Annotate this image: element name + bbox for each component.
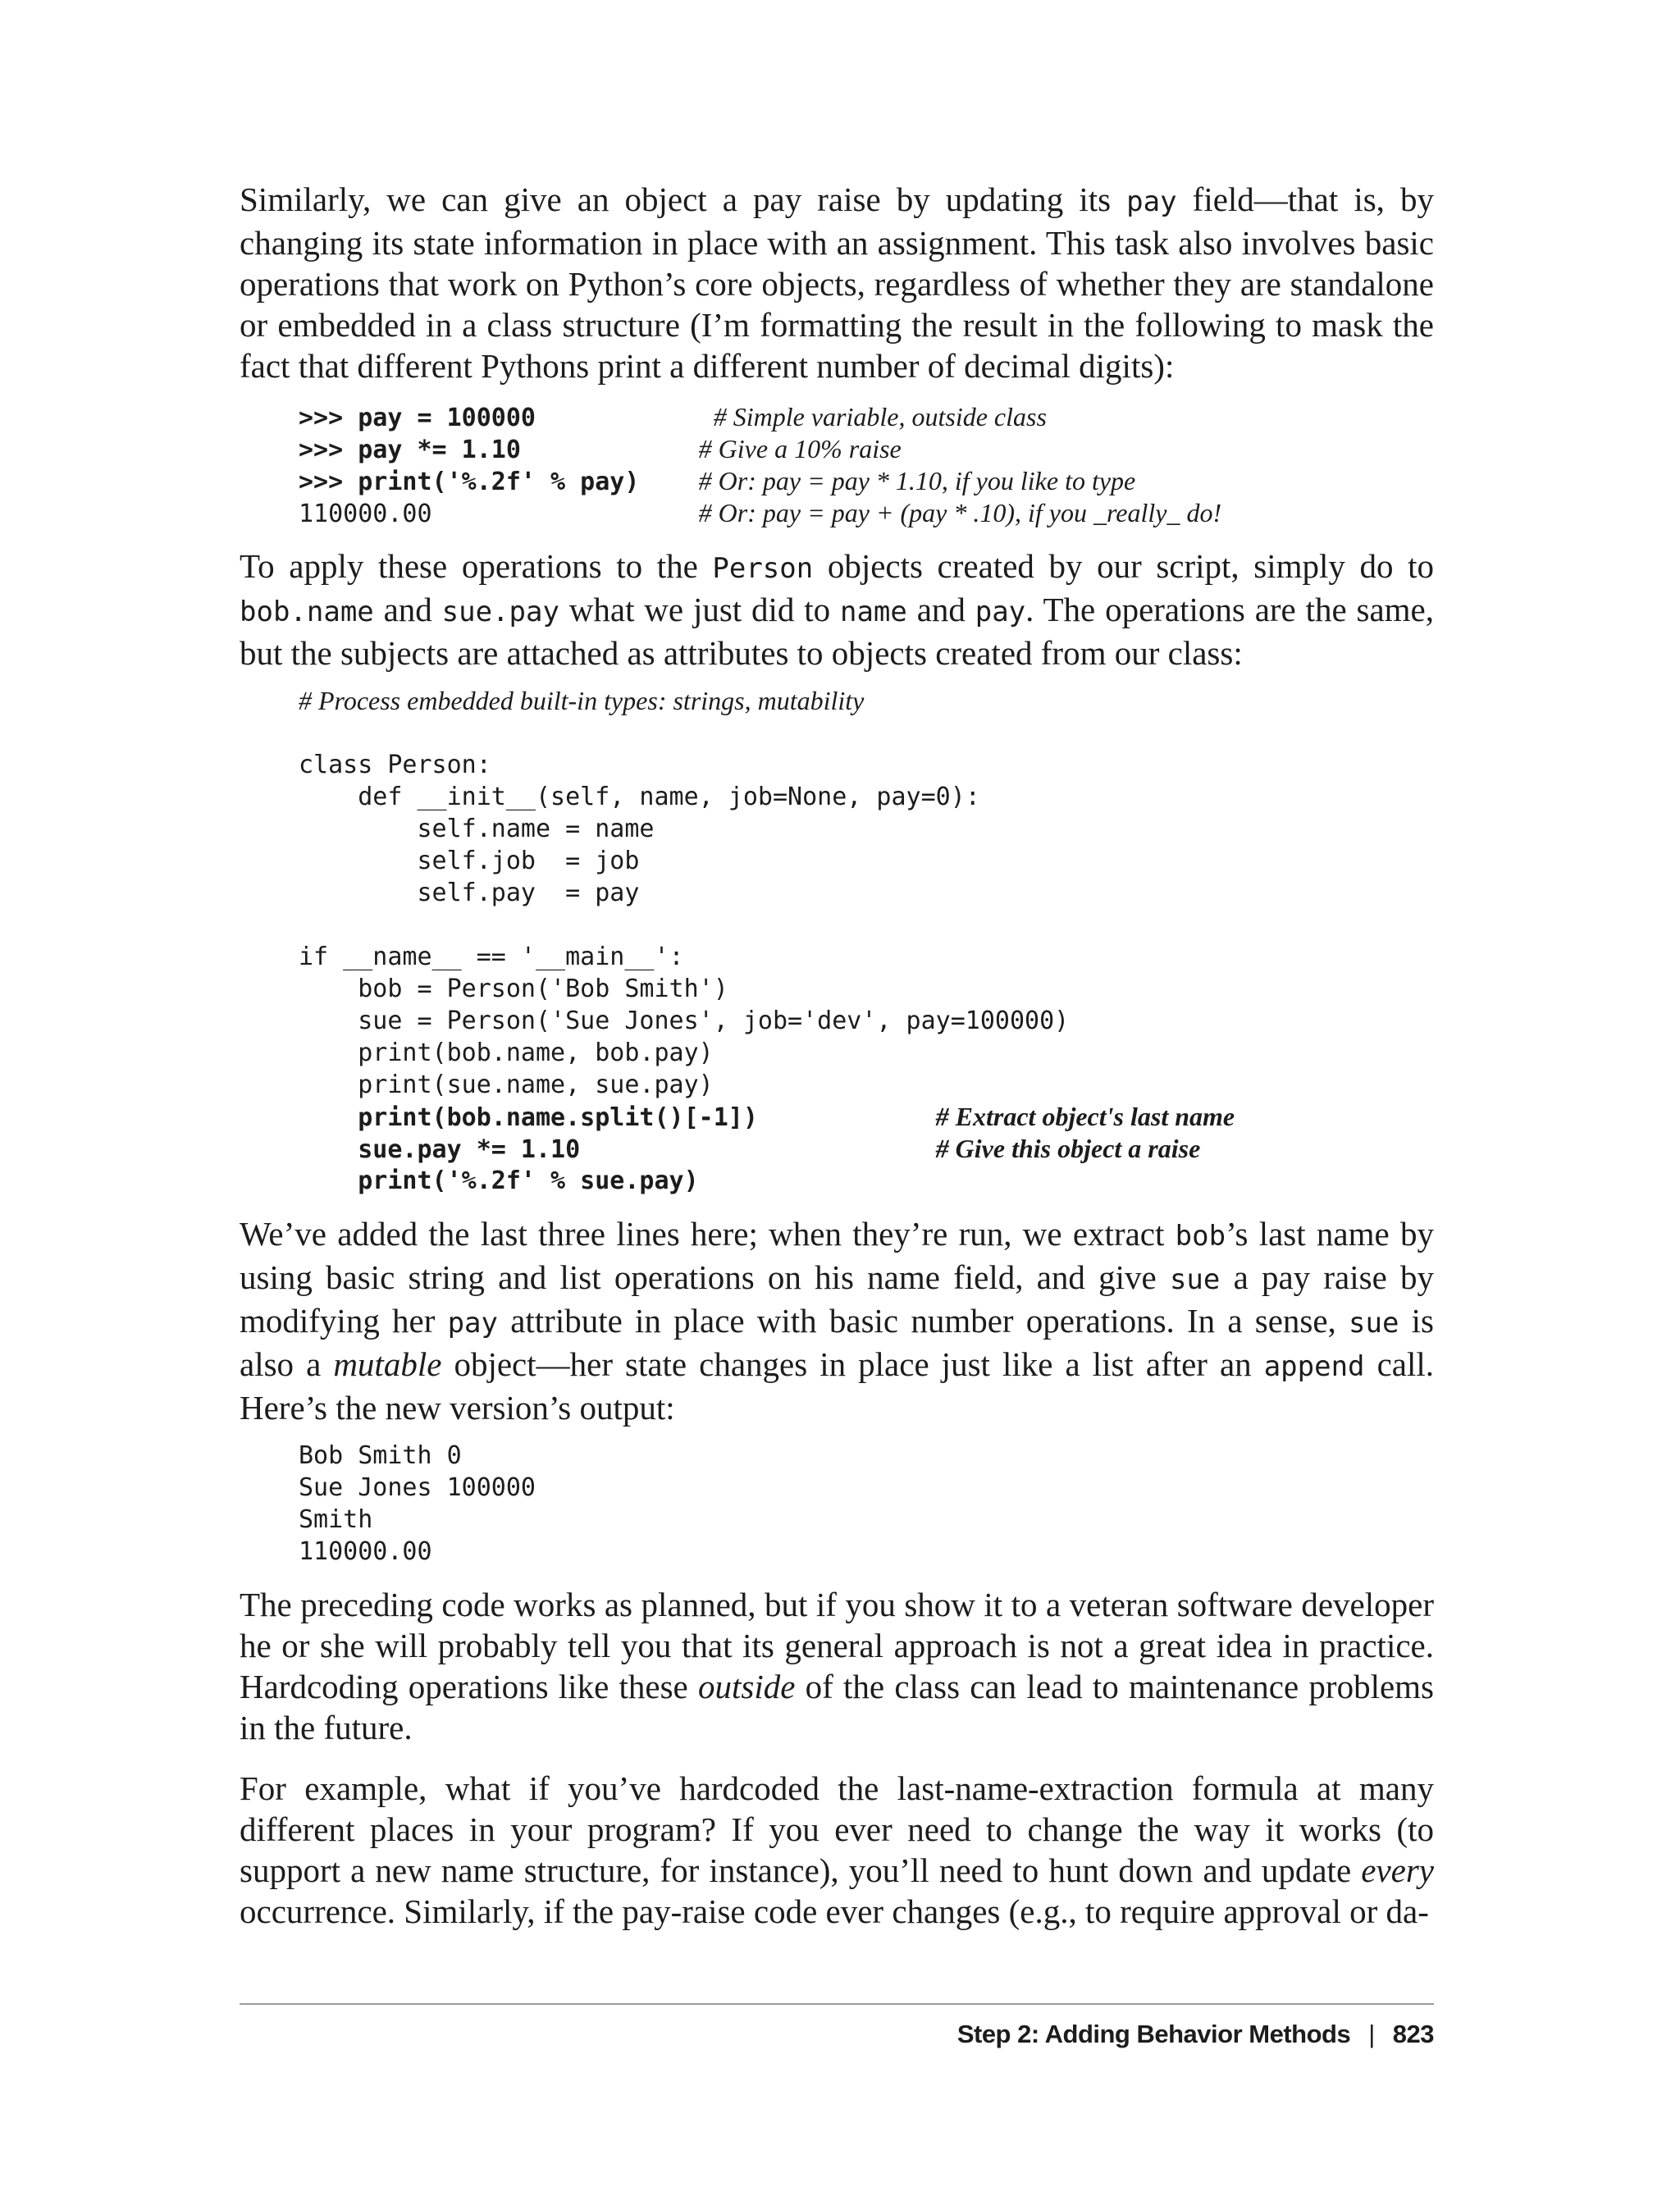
code-text: sue = Person('Sue Jones', job='dev', pay=100000) [299, 1007, 1070, 1035]
inline-code: sue [1349, 1307, 1399, 1340]
code-line [299, 717, 1434, 749]
code-line [299, 465, 1434, 497]
code-comment: # Process embedded built-in types: strings, mutability [299, 686, 865, 715]
text-run: For example, what if you’ve hardcoded the last-name-extraction formula at many different places in your program? If you ever need to change the way it works (to support a new name structure, for instance), you’ll need to hunt down and update [240, 1769, 1434, 1889]
inline-code: bob [1175, 1220, 1226, 1253]
code-text: self.name = name [299, 815, 655, 843]
code-text: print('%.2f' % sue.pay) [299, 1166, 699, 1195]
code-text: self.pay = pay [299, 879, 640, 907]
code-block-interactive-pay [240, 401, 1434, 529]
text-run: occurrence. Similarly, if the pay-raise code ever changes (e.g., to require approval or da- [240, 1892, 1429, 1930]
text-run: The preceding code works as planned, but if you show it to a veteran software developer he or she will probably tell you that its general approach is not a great idea in practice. Hardcoding operations like these [240, 1586, 1434, 1705]
code-line [299, 1069, 1434, 1101]
text-run: and [906, 591, 975, 628]
text-run: Similarly, we can give an object a pay raise by updating its [240, 180, 1127, 218]
code-text: class Person: [299, 751, 491, 779]
inline-code: name [839, 596, 907, 628]
paragraph-last-three-lines [240, 1213, 1434, 1428]
code-comment: # Give a 10% raise [698, 434, 902, 463]
code-line [299, 813, 1434, 845]
code-text: bob = Person('Bob Smith') [299, 975, 728, 1003]
code-block-person-class [240, 685, 1434, 1197]
code-text: 110000.00 [299, 1537, 432, 1566]
inline-code: sue.pay [441, 596, 559, 628]
inline-code: Person [712, 552, 814, 585]
code-block-output [240, 1440, 1434, 1568]
inline-code: append [1263, 1350, 1365, 1383]
code-text: self.job = job [299, 847, 640, 875]
text-run: objects created by our script, simply do to [813, 547, 1435, 585]
inline-code: pay [447, 1307, 498, 1340]
code-text: >>> print('%.2f' % pay) [299, 468, 699, 496]
inline-code: bob.name [240, 596, 374, 628]
code-text: print(sue.name, sue.pay) [299, 1071, 714, 1099]
code-line [299, 845, 1434, 877]
code-line [299, 401, 1434, 433]
inline-code: pay [1126, 185, 1177, 218]
footer-divider [240, 2003, 1434, 2005]
text-run: and [373, 591, 442, 628]
code-text: 110000.00 [299, 500, 699, 528]
code-line [299, 1101, 1434, 1133]
code-line [299, 1005, 1434, 1037]
text-run: is also a [240, 1302, 1434, 1383]
text-run: attribute in place with basic number operations. In a sense, [498, 1302, 1349, 1340]
code-text: >>> pay *= 1.10 [299, 436, 699, 464]
code-line [299, 941, 1434, 973]
text-run: ’s last name by using basic string and list operations on his name field, and give [240, 1215, 1434, 1296]
paragraph-veteran-developer [240, 1584, 1434, 1748]
code-comment: # Or: pay = pay + (pay * .10), if you _really_ do! [698, 498, 1222, 527]
code-line [299, 749, 1434, 781]
text-run: object—her state changes in place just like a list after an [441, 1345, 1264, 1383]
code-line [299, 1504, 1434, 1536]
code-line [299, 909, 1434, 941]
code-line [299, 1165, 1434, 1197]
text-run: of the class can lead to maintenance problems in the future. [240, 1668, 1435, 1746]
code-line [299, 1536, 1434, 1568]
code-text: Bob Smith 0 [299, 1441, 462, 1470]
code-line [299, 1440, 1434, 1472]
footer-section-title: Step 2: Adding Behavior Methods [956, 2020, 1351, 2048]
code-comment: # Or: pay = pay * 1.10, if you like to type [698, 466, 1136, 495]
inline-code: pay [975, 596, 1026, 628]
code-comment: # Simple variable, outside class [713, 402, 1047, 431]
text-run: a pay raise by modifying her [240, 1258, 1434, 1340]
text-run: call. Here’s the new version’s output: [240, 1345, 1434, 1427]
inline-code: sue [1169, 1263, 1221, 1296]
emphasis: every [1361, 1851, 1434, 1889]
code-text: >>> pay = 100000 [299, 404, 714, 432]
code-line [299, 497, 1434, 529]
paragraph-for-example [240, 1768, 1434, 1932]
code-text: Sue Jones 100000 [299, 1473, 536, 1502]
text-run: . The operations are the same, but the subjects are attached as attributes to objects created from our class: [240, 591, 1434, 672]
code-line [299, 1472, 1434, 1504]
code-text: sue.pay *= 1.10 [299, 1135, 936, 1164]
code-line [299, 1133, 1434, 1165]
footer-separator: | [1368, 2020, 1375, 2048]
code-text: def __init__(self, name, job=None, pay=0): [299, 783, 980, 811]
code-comment: # Extract object's last name [935, 1102, 1235, 1131]
code-line [299, 973, 1434, 1005]
code-comment: # Give this object a raise [935, 1134, 1201, 1163]
emphasis: outside [697, 1668, 796, 1705]
code-line [299, 433, 1434, 465]
text-run: field—that is, by changing its state information in place with an assignment. This task also involves basic operations that work on Python’s core objects, regardless of whether they are standalone or embedded in a class structure (I’m formatting the result in the following to mask the fact that different Pythons print a different number of decimal digits): [240, 180, 1435, 385]
footer-page-number: 823 [1392, 2020, 1434, 2048]
code-line [299, 1037, 1434, 1069]
code-text: print(bob.name, bob.pay) [299, 1039, 714, 1067]
code-line [299, 781, 1434, 813]
code-line [299, 685, 1434, 717]
page-footer [240, 2020, 1434, 2049]
text-run: To apply these operations to the [240, 547, 713, 585]
page-content [240, 179, 1434, 1932]
code-text: if __name__ == '__main__': [299, 943, 684, 971]
text-run: what we just did to [559, 591, 840, 628]
code-line [299, 877, 1434, 909]
text-run: We’ve added the last three lines here; when they’re run, we extract [240, 1215, 1176, 1253]
paragraph-apply-operations [240, 546, 1434, 673]
code-text: Smith [299, 1505, 373, 1534]
paragraph-pay-raise-intro [240, 179, 1434, 386]
code-text: print(bob.name.split()[-1]) [299, 1103, 936, 1132]
emphasis: mutable [333, 1345, 442, 1383]
